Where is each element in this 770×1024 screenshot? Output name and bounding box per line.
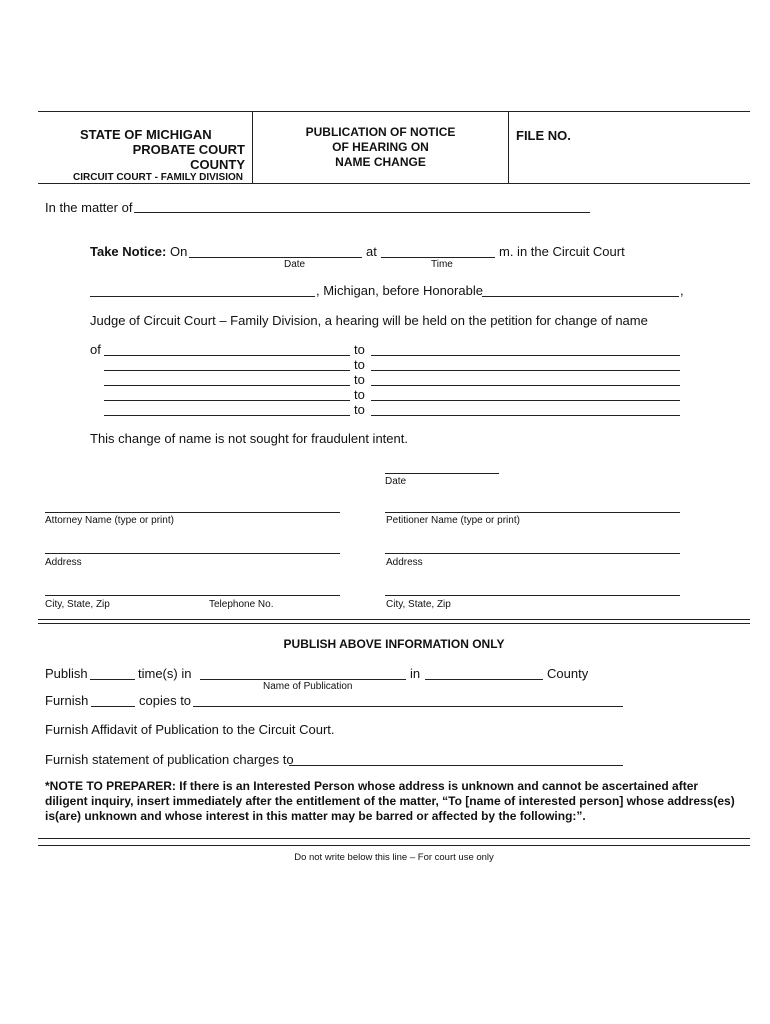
- attorney-address-caption: Address: [45, 557, 82, 568]
- petitioner-address-caption: Address: [386, 557, 423, 568]
- times-in-label: time(s) in: [138, 666, 192, 681]
- petitioner-address-field[interactable]: [385, 553, 680, 554]
- date-caption: Date: [284, 259, 306, 270]
- petitioner-city-caption: City, State, Zip: [386, 599, 451, 610]
- of-label: of: [90, 342, 101, 357]
- new-name-field-5[interactable]: [371, 415, 680, 416]
- section-double-rule-bottom: [38, 623, 750, 624]
- state-label: STATE OF MICHIGAN: [80, 127, 212, 142]
- current-name-field-4[interactable]: [104, 400, 350, 401]
- publish-times-field[interactable]: [90, 679, 135, 680]
- header-bottom-rule: [38, 183, 750, 184]
- affidavit-statement: Furnish Affidavit of Publication to the Circuit Court.: [45, 722, 335, 737]
- fraud-statement: This change of name is not sought for fraudulent intent.: [90, 431, 408, 446]
- hearing-date-field[interactable]: [189, 257, 362, 258]
- footer-double-rule-bottom: [38, 845, 750, 846]
- publish-heading: PUBLISH ABOVE INFORMATION ONLY: [283, 637, 505, 651]
- charges-label: Furnish statement of publication charges to: [45, 752, 294, 767]
- footer-double-rule-top: [38, 838, 750, 839]
- take-notice-row: [90, 244, 187, 259]
- at-label: at: [366, 244, 377, 259]
- current-name-field-2[interactable]: [104, 370, 350, 371]
- new-name-field-1[interactable]: [371, 355, 680, 356]
- petitioner-city-field[interactable]: [385, 595, 680, 596]
- form-title-line2: OF HEARING ON: [332, 140, 429, 154]
- county-label: COUNTY: [190, 157, 245, 172]
- attorney-name-field[interactable]: [45, 512, 340, 513]
- to-label: to: [354, 357, 365, 372]
- attorney-address-field[interactable]: [45, 553, 340, 554]
- matter-field[interactable]: [134, 212, 590, 213]
- to-label: to: [354, 372, 365, 387]
- to-label: to: [354, 387, 365, 402]
- publication-county-field[interactable]: [425, 679, 543, 680]
- section-double-rule-top: [38, 619, 750, 620]
- to-label: to: [354, 402, 365, 417]
- current-name-field-5[interactable]: [104, 415, 350, 416]
- furnish-copies-field[interactable]: [91, 706, 135, 707]
- header-divider-right: [508, 111, 509, 183]
- publication-name-field[interactable]: [200, 679, 406, 680]
- charges-recipient-field[interactable]: [289, 765, 623, 766]
- michigan-before-label: , Michigan, before Honorable: [316, 283, 483, 298]
- attorney-city-caption: City, State, Zip: [45, 599, 110, 610]
- petitioner-name-caption: Petitioner Name (type or print): [386, 515, 520, 526]
- current-name-field-3[interactable]: [104, 385, 350, 386]
- judge-statement: Judge of Circuit Court – Family Division, a hearing will be held on the petition for change of name: [90, 313, 648, 328]
- header-top-rule: [38, 111, 750, 112]
- hearing-time-field[interactable]: [381, 257, 495, 258]
- division-label: CIRCUIT COURT - FAMILY DIVISION: [73, 172, 244, 183]
- county-word: County: [547, 666, 589, 681]
- honorable-judge-field[interactable]: [482, 296, 679, 297]
- name-of-publication-caption: Name of Publication: [263, 681, 353, 692]
- in-matter-label: In the matter of: [45, 200, 133, 215]
- m-circuit-label: m. in the Circuit Court: [499, 244, 625, 259]
- copies-recipient-field[interactable]: [193, 706, 623, 707]
- copies-to-label: copies to: [139, 693, 192, 708]
- circuit-court-field[interactable]: [90, 296, 315, 297]
- signature-date-caption: Date: [385, 476, 407, 487]
- comma: ,: [680, 283, 684, 298]
- telephone-caption: Telephone No.: [209, 599, 274, 610]
- current-name-field-1[interactable]: [104, 355, 350, 356]
- court-label: PROBATE COURT: [132, 142, 245, 157]
- new-name-field-3[interactable]: [371, 385, 680, 386]
- take-notice-label: Take Notice:: [90, 244, 167, 259]
- file-no-label: FILE NO.: [516, 128, 571, 143]
- in-label: in: [410, 666, 421, 681]
- furnish-label: Furnish: [45, 693, 89, 708]
- new-name-field-4[interactable]: [371, 400, 680, 401]
- to-label: to: [354, 342, 365, 357]
- petitioner-name-field[interactable]: [385, 512, 680, 513]
- time-caption: Time: [431, 259, 453, 270]
- attorney-city-field[interactable]: [45, 595, 340, 596]
- on-label: On: [169, 244, 188, 259]
- new-name-field-2[interactable]: [371, 370, 680, 371]
- attorney-name-caption: Attorney Name (type or print): [45, 515, 174, 526]
- publish-label: Publish: [45, 666, 88, 681]
- form-title-line1: PUBLICATION OF NOTICE: [305, 125, 456, 139]
- form-title-line3: NAME CHANGE: [335, 155, 426, 169]
- note-to-preparer: *NOTE TO PREPARER: If there is an Interested Person whose address is unknown and cannot be ascertained after diligent inquiry, insert immediately after the entitlement of the matter, “To [name of interested person] whose address(es) is(are) unknown and whose interest in this matter may be barred or affected by the following:”.: [45, 779, 735, 823]
- signature-date-field[interactable]: [385, 473, 499, 474]
- court-use-notice: Do not write below this line – For court use only: [294, 852, 494, 863]
